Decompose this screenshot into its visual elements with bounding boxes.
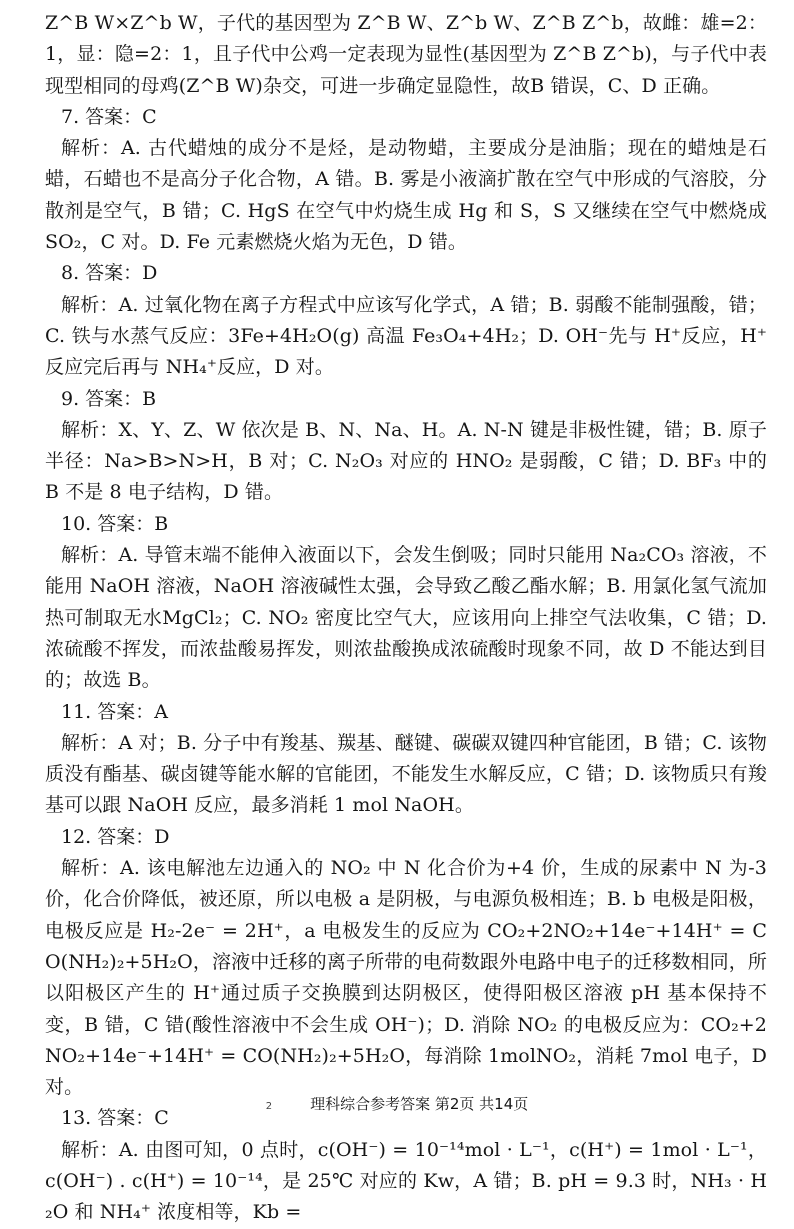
explanation-11: 解析：A 对；B. 分子中有羧基、羰基、醚键、碳碳双键四种官能团，B 错；C. 该物质没有酯基、碳卤键等能水解的官能团，不能发生水解反应，C 错；D. 该物质只有羧基可以跟 NaOH 反应，最多消耗 1 mol NaOH。 (45, 731, 767, 817)
explanation-8: 解析：A. 过氧化物在离子方程式中应该写化学式，A 错；B. 弱酸不能制强酸，错；C. 铁与水蒸气反应：3Fe+4H₂O(g) 高温 Fe₃O₄+4H₂；D. OH⁻先与 H⁺反应，H⁺反应完后再与 NH₄⁺反应，D 对。 (45, 293, 767, 379)
page-footer (0, 1094, 794, 1117)
answer-12: 12. 答案：D (61, 825, 170, 848)
explanation-7: 解析：A. 古代蜡烛的成分不是烃，是动物蜡，主要成分是油脂；现在的蜡烛是石蜡，石蜡也不是高分子化合物，A 错。B. 雾是小液滴扩散在空气中形成的气溶胶，分散剂是空气，B 错；C. HgS 在空气中灼烧生成 Hg 和 S，S 又继续在空气中燃烧成 SO₂，C 对。D. Fe 元素燃烧火焰为无色，D 错。 (45, 137, 767, 254)
genetics-explanation-tail: Z^B W×Z^b W，子代的基因型为 Z^B W、Z^b W、Z^B Z^b，故雌：雄=2：1，显：隐=2：1，且子代中公鸡一定表现为显性(基因型为 Z^B Z^b)，与子代中表现型相同的母鸡(Z^B W)杂交，可进一步确定显隐性，故B 错误，C、D 正确。 (45, 12, 767, 97)
answer-8: 8. 答案：D (61, 262, 158, 285)
explanation-13: 解析：A. 由图可知，0 点时，c(OH⁻) = 10⁻¹⁴mol · L⁻¹，c(H⁺) = 1mol · L⁻¹，c(OH⁻) . c(H⁺) = 10⁻¹⁴，是 25℃ 对应的 Kw，A 错；B. pH = 9.3 时，NH₃ · H₂O 和 NH₄⁺ 浓度相等，Kb = (45, 1138, 767, 1224)
answer-13: 13. 答案：C (61, 1107, 169, 1130)
answer-9: 9. 答案：B (61, 387, 157, 410)
page-content (45, 8, 767, 1229)
page-mark: 2 (265, 1101, 273, 1112)
footer-text: 理科综合参考答案 第2页 共14页 (310, 1095, 529, 1113)
answer-7: 7. 答案：C (61, 105, 157, 128)
explanation-12: 解析：A. 该电解池左边通入的 NO₂ 中 N 化合价为+4 价，生成的尿素中 N 为-3 价，化合价降低，被还原，所以电极 a 是阴极，与电源负极相连；B. b 电极是阳极，电极反应是 H₂-2e⁻ = 2H⁺，a 电极发生的反应为 CO₂+2NO₂+14e⁻+14H⁺ = CO(NH₂)₂+5H₂O，溶液中迁移的离子所带的电荷数跟外电路中电子的迁移数相同，所以阳极区产生的 H⁺通过质子交换膜到达阴极区，使得阳极区溶液 pH 基本保持不变，B 错，C 错(酸性溶液中不会生成 OH⁻)；D. 消除 NO₂ 的电极反应为：CO₂+2NO₂+14e⁻+14H⁺ = CO(NH₂)₂+5H₂O，每消除 1molNO₂，消耗 7mol 电子，D 对。 (45, 857, 767, 1099)
answer-11: 11. 答案：A (61, 700, 168, 723)
answer-10: 10. 答案：B (61, 512, 169, 535)
explanation-9: 解析：X、Y、Z、W 依次是 B、N、Na、H。A. N-N 键是非极性键，错；B. 原子半径：Na>B>N>H，B 对；C. N₂O₃ 对应的 HNO₂ 是弱酸，C 错；D. BF₃ 中的 B 不是 8 电子结构，D 错。 (45, 418, 767, 504)
explanation-10: 解析：A. 导管末端不能伸入液面以下，会发生倒吸；同时只能用 Na₂CO₃ 溶液，不能用 NaOH 溶液，NaOH 溶液碱性太强，会导致乙酸乙酯水解；B. 用氯化氢气流加热可制取无水MgCl₂；C. NO₂ 密度比空气大，应该用向上排空气法收集，C 错；D. 浓硫酸不挥发，而浓盐酸易挥发，则浓盐酸换成浓硫酸时现象不同，故 D 不能达到目的；故选 B。 (45, 544, 767, 692)
